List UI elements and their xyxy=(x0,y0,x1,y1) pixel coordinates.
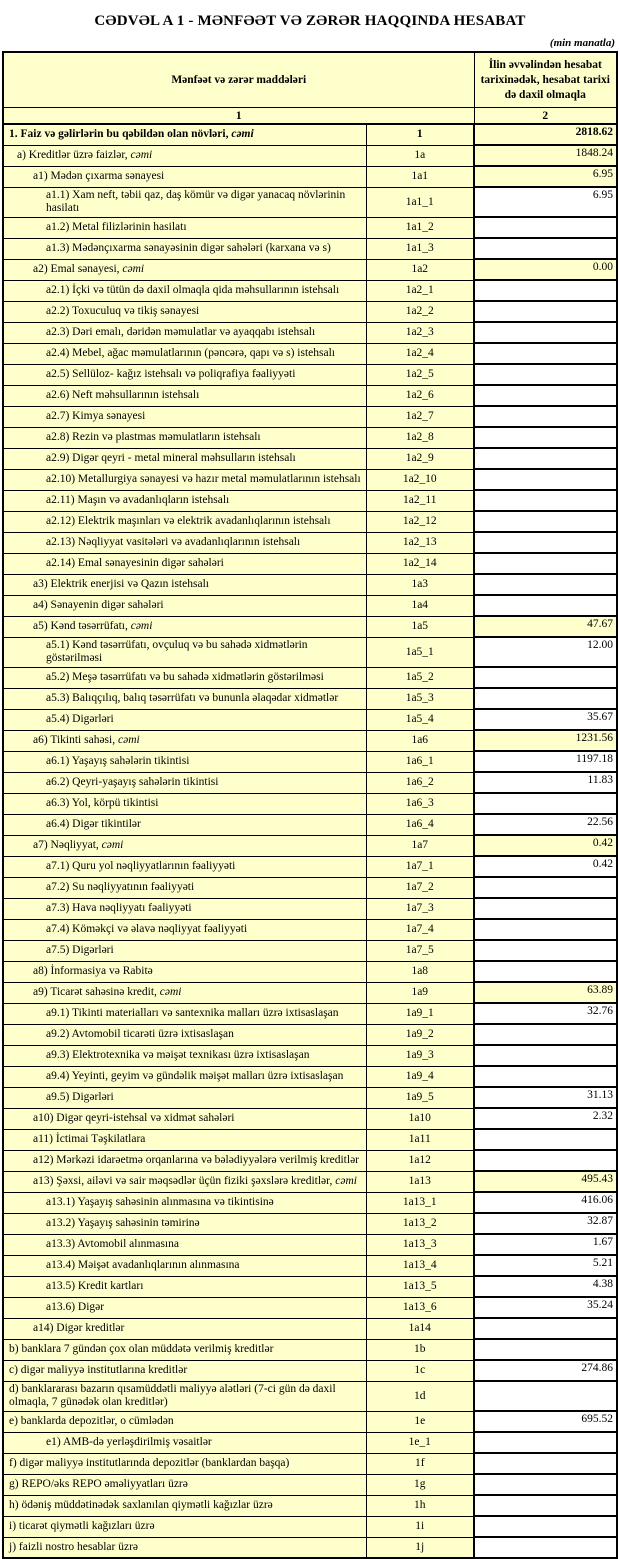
row-value[interactable] xyxy=(474,1453,617,1474)
table-row xyxy=(3,688,617,709)
row-code: 1a12 xyxy=(366,1150,474,1171)
row-code: 1a9_3 xyxy=(366,1045,474,1066)
table-row xyxy=(3,1234,617,1255)
row-label: a7) Nəqliyyat, cəmi xyxy=(3,835,366,856)
row-value[interactable] xyxy=(474,280,617,301)
row-value[interactable] xyxy=(474,595,617,616)
row-label: a2.1) İçki və tütün də daxil olmaqla qida məhsullarının istehsalı xyxy=(3,280,366,301)
row-value[interactable] xyxy=(474,406,617,427)
row-value[interactable] xyxy=(474,940,617,961)
row-value: 63.89 xyxy=(474,982,617,1003)
row-code: 1a9_4 xyxy=(366,1066,474,1087)
row-code: 1a6_4 xyxy=(366,814,474,835)
table-row xyxy=(3,532,617,553)
row-code: 1a6_3 xyxy=(366,793,474,814)
row-value[interactable] xyxy=(474,919,617,940)
row-code: 1a14 xyxy=(366,1318,474,1339)
table-row xyxy=(3,187,617,217)
row-label: a4) Sənayenin digər sahələri xyxy=(3,595,366,616)
row-label: a2.10) Metallurgiya sənayesi və hazır metal məmulatlarının istehsalı xyxy=(3,469,366,490)
row-code: 1a2_8 xyxy=(366,427,474,448)
row-label: a9.4) Yeyinti, geyim və gündəlik məişət malları üzrə ixtisaslaşan xyxy=(3,1066,366,1087)
row-label: a13.1) Yaşayış sahəsinin alınmasına və tikintisinə xyxy=(3,1192,366,1213)
row-label: a2.8) Rezin və plastmas məmulatların istehsalı xyxy=(3,427,366,448)
row-code: 1a2_3 xyxy=(366,322,474,343)
table-row xyxy=(3,364,617,385)
row-label: a2.3) Dəri emalı, dəridən məmulatlar və ayaqqabı istehsalı xyxy=(3,322,366,343)
table-row xyxy=(3,961,617,982)
row-value[interactable] xyxy=(474,688,617,709)
row-value[interactable] xyxy=(474,1432,617,1453)
row-value[interactable]: 1.67 xyxy=(474,1234,617,1255)
row-label: a9.2) Avtomobil ticarəti üzrə ixtisaslaşan xyxy=(3,1024,366,1045)
row-label: a9.3) Elektrotexnika və məişət texnikası üzrə ixtisaslaşan xyxy=(3,1045,366,1066)
row-code: 1a6 xyxy=(366,730,474,751)
row-label: j) faizli nostro hesablar üzrə xyxy=(3,1537,366,1558)
row-value[interactable] xyxy=(474,898,617,919)
row-value[interactable]: 35.24 xyxy=(474,1297,617,1318)
table-row xyxy=(3,898,617,919)
row-label: a5.1) Kənd təsərrüfatı, ovçuluq və bu sahədə xidmətlərin göstərilməsi xyxy=(3,637,366,667)
row-code: 1a2_5 xyxy=(366,364,474,385)
row-code: 1a1_2 xyxy=(366,217,474,238)
row-value[interactable]: 4.38 xyxy=(474,1276,617,1297)
row-code: 1a2_9 xyxy=(366,448,474,469)
profit-loss-table xyxy=(2,51,618,1559)
table-row xyxy=(3,667,617,688)
row-value[interactable] xyxy=(474,511,617,532)
row-label: a6) Tikinti sahəsi, cəmi xyxy=(3,730,366,751)
table-row xyxy=(3,637,617,667)
table-row xyxy=(3,490,617,511)
row-code: 1a1 xyxy=(366,166,474,187)
table-row xyxy=(3,406,617,427)
row-value[interactable] xyxy=(474,448,617,469)
row-value[interactable] xyxy=(474,217,617,238)
row-label: a2.5) Sellüloz- kağız istehsalı və poliqrafiya fəaliyyəti xyxy=(3,364,366,385)
row-code: 1a13_6 xyxy=(366,1297,474,1318)
row-label: a9.5) Digərləri xyxy=(3,1087,366,1108)
table-row xyxy=(3,238,617,259)
row-code: 1a2_10 xyxy=(366,469,474,490)
row-value: 6.95 xyxy=(474,166,617,187)
row-value[interactable] xyxy=(474,1495,617,1516)
row-label: d) banklararası bazarın qısamüddətli maliyyə alətləri (7-ci gün də daxil olmaqla, 7 günədək olan kreditlər) xyxy=(3,1381,366,1411)
row-label: e) banklarda depozitlər, o cümlədən xyxy=(3,1411,366,1432)
table-row xyxy=(3,1360,617,1381)
table-row xyxy=(3,1495,617,1516)
table-row xyxy=(3,595,617,616)
row-label: a5.2) Meşə təsərrüfatı və bu sahədə xidmətlərin göstərilməsi xyxy=(3,667,366,688)
row-label: g) REPO/əks REPO əməliyyatları üzrə xyxy=(3,1474,366,1495)
row-value[interactable] xyxy=(474,427,617,448)
row-value: 47.67 xyxy=(474,616,617,637)
table-row xyxy=(3,1276,617,1297)
header-row xyxy=(3,52,617,108)
table-row xyxy=(3,1339,617,1360)
table-row xyxy=(3,280,617,301)
row-label: a6.2) Qeyri-yaşayış sahələrin tikintisi xyxy=(3,772,366,793)
row-value[interactable] xyxy=(474,490,617,511)
row-value[interactable] xyxy=(474,1024,617,1045)
row-code: 1h xyxy=(366,1495,474,1516)
row-value[interactable]: 35.67 xyxy=(474,709,617,730)
row-label: a2.9) Digər qeyri - metal mineral məhsulların istehsalı xyxy=(3,448,366,469)
row-code: 1a2_1 xyxy=(366,280,474,301)
row-label: a2.6) Neft məhsullarının istehsalı xyxy=(3,385,366,406)
row-code: 1a7_5 xyxy=(366,940,474,961)
row-value[interactable] xyxy=(474,574,617,595)
table-row xyxy=(3,940,617,961)
row-value[interactable]: 1197.18 xyxy=(474,751,617,772)
row-code: 1a6_2 xyxy=(366,772,474,793)
row-label: a2.14) Emal sənayesinin digər sahələri xyxy=(3,553,366,574)
row-label: a7.5) Digərləri xyxy=(3,940,366,961)
row-label: c) digər maliyyə institutlarına kreditlər xyxy=(3,1360,366,1381)
row-value[interactable]: 2.32 xyxy=(474,1108,617,1129)
row-code: 1a2_2 xyxy=(366,301,474,322)
row-code: 1f xyxy=(366,1453,474,1474)
row-label: a13.3) Avtomobil alınmasına xyxy=(3,1234,366,1255)
row-label: a1.2) Metal filizlərinin hasilatı xyxy=(3,217,366,238)
row-value[interactable] xyxy=(474,1045,617,1066)
table-row xyxy=(3,1108,617,1129)
row-label: a) Kreditlər üzrə faizlər, cəmi xyxy=(3,145,366,166)
row-label: e1) AMB-də yerləşdirilmiş vəsaitlər xyxy=(3,1432,366,1453)
table-row xyxy=(3,1537,617,1558)
row-label: a6.4) Digər tikintilər xyxy=(3,814,366,835)
table-row xyxy=(3,427,617,448)
row-code: 1a9 xyxy=(366,982,474,1003)
row-value[interactable] xyxy=(474,343,617,364)
row-code: 1i xyxy=(366,1516,474,1537)
row-code: 1a8 xyxy=(366,961,474,982)
table-row xyxy=(3,1474,617,1495)
table-row xyxy=(3,1003,617,1024)
table-row xyxy=(3,1411,617,1432)
row-value: 1231.56 xyxy=(474,730,617,751)
table-row xyxy=(3,1150,617,1171)
table-row xyxy=(3,1432,617,1453)
row-label: a3) Elektrik enerjisi və Qazın istehsalı xyxy=(3,574,366,595)
row-value[interactable] xyxy=(474,364,617,385)
table-row xyxy=(3,217,617,238)
table-row xyxy=(3,1045,617,1066)
row-code: 1a13_3 xyxy=(366,1234,474,1255)
row-code: 1a xyxy=(366,145,474,166)
row-label: a2.12) Elektrik maşınları və elektrik avadanlıqlarının istehsalı xyxy=(3,511,366,532)
row-label: a10) Digər qeyri-istehsal və xidmət sahələri xyxy=(3,1108,366,1129)
table-row xyxy=(3,145,617,166)
table-row xyxy=(3,730,617,751)
row-value[interactable] xyxy=(474,793,617,814)
row-code: 1a5_2 xyxy=(366,667,474,688)
row-code: 1a5_3 xyxy=(366,688,474,709)
row-value[interactable] xyxy=(474,961,617,982)
table-row xyxy=(3,343,617,364)
row-label: 1. Faiz və gəlirlərin bu qəbildən olan növləri, cəmi xyxy=(3,124,366,145)
row-label: a5) Kənd təsərrüfatı, cəmi xyxy=(3,616,366,637)
table-row xyxy=(3,166,617,187)
row-code: 1a13_5 xyxy=(366,1276,474,1297)
row-code: 1a5 xyxy=(366,616,474,637)
row-label: a13) Şəxsi, ailəvi və sair məqsədlər üçün fiziki şəxslərə kreditlər, cəmi xyxy=(3,1171,366,1192)
row-code: 1a2_14 xyxy=(366,553,474,574)
row-label: a6.3) Yol, körpü tikintisi xyxy=(3,793,366,814)
table-row xyxy=(3,1129,617,1150)
page-title: CƏDVƏL A 1 - MƏNFƏƏT VƏ ZƏRƏR HAQQINDA HESABAT xyxy=(94,13,526,29)
row-label: a2.13) Nəqliyyat vasitələri və avadanlıqlarının istehsalı xyxy=(3,532,366,553)
row-value[interactable] xyxy=(474,238,617,259)
table-row xyxy=(3,385,617,406)
table-row xyxy=(3,1453,617,1474)
table-row xyxy=(3,835,617,856)
row-value[interactable] xyxy=(474,1474,617,1495)
row-label: a1.3) Mədənçıxarma sənayəsinin digər sahələri (karxana və s) xyxy=(3,238,366,259)
table-row xyxy=(3,1318,617,1339)
row-value[interactable]: 0.42 xyxy=(474,856,617,877)
column-number-value: 2 xyxy=(474,108,617,125)
row-label: a6.1) Yaşayış sahələrin tikintisi xyxy=(3,751,366,772)
row-value[interactable] xyxy=(474,1066,617,1087)
row-label: a13.5) Kredit kartları xyxy=(3,1276,366,1297)
row-label: a1) Mədən çıxarma sənayesi xyxy=(3,166,366,187)
row-label: i) ticarət qiymətli kağızları üzrə xyxy=(3,1516,366,1537)
table-row xyxy=(3,1381,617,1411)
row-code: 1e xyxy=(366,1411,474,1432)
row-value[interactable] xyxy=(474,1537,617,1558)
row-code: 1a13_2 xyxy=(366,1213,474,1234)
row-value[interactable]: 695.52 xyxy=(474,1411,617,1432)
row-code: 1a9_2 xyxy=(366,1024,474,1045)
row-code: 1a7_1 xyxy=(366,856,474,877)
row-code: 1a3 xyxy=(366,574,474,595)
row-value[interactable]: 32.87 xyxy=(474,1213,617,1234)
table-row xyxy=(3,709,617,730)
row-code: 1d xyxy=(366,1381,474,1411)
row-code: 1a5_4 xyxy=(366,709,474,730)
row-value: 1848.24 xyxy=(474,145,617,166)
row-label: a12) Mərkəzi idarəetmə orqanlarına və bələdiyyələrə verilmiş kreditlər xyxy=(3,1150,366,1171)
table-row xyxy=(3,1066,617,1087)
row-label: a2.7) Kimya sənayesi xyxy=(3,406,366,427)
row-code: 1a5_1 xyxy=(366,637,474,667)
row-code: 1a1_3 xyxy=(366,238,474,259)
row-label: a13.4) Məişət avadanlıqlarının alınmasına xyxy=(3,1255,366,1276)
table-row xyxy=(3,1087,617,1108)
table-row xyxy=(3,259,617,280)
unit-note: (min manatla) xyxy=(549,37,615,49)
row-code: 1a2_11 xyxy=(366,490,474,511)
row-value[interactable]: 6.95 xyxy=(474,187,617,217)
row-label: a2.11) Maşın və avadanlıqların istehsalı xyxy=(3,490,366,511)
row-value[interactable] xyxy=(474,553,617,574)
row-code: 1a2_4 xyxy=(366,343,474,364)
table-row xyxy=(3,814,617,835)
row-label: h) ödəniş müddətinədək saxlanılan qiymətli kağızlar üzrə xyxy=(3,1495,366,1516)
row-code: 1a7 xyxy=(366,835,474,856)
row-code: 1a7_3 xyxy=(366,898,474,919)
table-row xyxy=(3,1255,617,1276)
column-header-items: Mənfəət və zərər maddələri xyxy=(3,52,474,108)
column-number-items: 1 xyxy=(3,108,474,125)
row-code: 1a10 xyxy=(366,1108,474,1129)
row-code: 1a7_4 xyxy=(366,919,474,940)
row-code: 1j xyxy=(366,1537,474,1558)
row-value[interactable] xyxy=(474,667,617,688)
row-label: a7.2) Su nəqliyyatının fəaliyyəti xyxy=(3,877,366,898)
row-code: 1a7_2 xyxy=(366,877,474,898)
row-label: a2) Emal sənayesi, cəmi xyxy=(3,259,366,280)
row-value[interactable] xyxy=(474,877,617,898)
row-value[interactable]: 22.56 xyxy=(474,814,617,835)
row-code: 1g xyxy=(366,1474,474,1495)
table-row xyxy=(3,469,617,490)
row-value[interactable] xyxy=(474,1516,617,1537)
table-row xyxy=(3,301,617,322)
row-value[interactable] xyxy=(474,1150,617,1171)
table-row xyxy=(3,124,617,145)
row-label: f) digər maliyyə institutlarında depozitlər (banklardan başqa) xyxy=(3,1453,366,1474)
table-row xyxy=(3,1297,617,1318)
row-code: 1a13_1 xyxy=(366,1192,474,1213)
row-code: 1a2 xyxy=(366,259,474,280)
row-label: a9.1) Tikinti materialları və santexnika malları üzrə ixtisaslaşan xyxy=(3,1003,366,1024)
row-label: a2.2) Toxuculuq və tikiş sənayesi xyxy=(3,301,366,322)
row-value[interactable]: 31.13 xyxy=(474,1087,617,1108)
row-code: 1a2_7 xyxy=(366,406,474,427)
table-row xyxy=(3,1516,617,1537)
row-label: a2.4) Mebel, ağac məmulatlarının (pəncərə, qapı və s) istehsalı xyxy=(3,343,366,364)
row-value[interactable]: 416.06 xyxy=(474,1192,617,1213)
row-label: a7.4) Köməkçi və əlavə nəqliyyat fəaliyyəti xyxy=(3,919,366,940)
table-row xyxy=(3,511,617,532)
row-code: 1a9_5 xyxy=(366,1087,474,1108)
row-value[interactable]: 12.00 xyxy=(474,637,617,667)
row-label: a9) Ticarət sahəsinə kredit, cəmi xyxy=(3,982,366,1003)
row-value[interactable] xyxy=(474,532,617,553)
table-header xyxy=(3,52,617,124)
table-row xyxy=(3,772,617,793)
row-value[interactable] xyxy=(474,1339,617,1360)
row-label: a13.2) Yaşayış sahəsinin təmirinə xyxy=(3,1213,366,1234)
row-value[interactable] xyxy=(474,301,617,322)
row-code: 1c xyxy=(366,1360,474,1381)
row-value[interactable]: 5.21 xyxy=(474,1255,617,1276)
table-row xyxy=(3,856,617,877)
row-value: 0.00 xyxy=(474,259,617,280)
row-code: 1a2_13 xyxy=(366,532,474,553)
row-value[interactable]: 11.83 xyxy=(474,772,617,793)
table-row xyxy=(3,553,617,574)
row-label: a7.3) Hava nəqliyyatı fəaliyyəti xyxy=(3,898,366,919)
row-value[interactable]: 274.86 xyxy=(474,1360,617,1381)
row-value[interactable]: 32.76 xyxy=(474,1003,617,1024)
row-code: 1 xyxy=(366,124,474,145)
row-value[interactable] xyxy=(474,469,617,490)
row-value[interactable] xyxy=(474,322,617,343)
row-label: a11) İctimai Təşkilatlara xyxy=(3,1129,366,1150)
table-row xyxy=(3,877,617,898)
table-row xyxy=(3,1024,617,1045)
table-row xyxy=(3,793,617,814)
table-row xyxy=(3,616,617,637)
row-label: a14) Digər kreditlər xyxy=(3,1318,366,1339)
row-label: b) banklara 7 gündən çox olan müddətə verilmiş kreditlər xyxy=(3,1339,366,1360)
row-code: 1a1_1 xyxy=(366,187,474,217)
row-value[interactable] xyxy=(474,385,617,406)
table-row xyxy=(3,1192,617,1213)
row-value: 495.43 xyxy=(474,1171,617,1192)
table-row xyxy=(3,751,617,772)
row-value: 0.42 xyxy=(474,835,617,856)
row-value: 2818.62 xyxy=(474,124,617,145)
row-value[interactable] xyxy=(474,1318,617,1339)
table-row xyxy=(3,919,617,940)
table-row xyxy=(3,982,617,1003)
row-code: 1b xyxy=(366,1339,474,1360)
column-number-row xyxy=(3,108,617,125)
table-row xyxy=(3,322,617,343)
row-value[interactable] xyxy=(474,1381,617,1411)
row-value[interactable] xyxy=(474,1129,617,1150)
row-label: a8) İnformasiya və Rabitə xyxy=(3,961,366,982)
row-code: 1a4 xyxy=(366,595,474,616)
row-label: a1.1) Xam neft, təbii qaz, daş kömür və digər yanacaq növlərinin hasilatı xyxy=(3,187,366,217)
row-label: a5.3) Balıqçılıq, balıq təsərrüfatı və bununla əlaqədar xidmətlər xyxy=(3,688,366,709)
column-header-value: İlin əvvəlindən hesabat tarixinədək, hesabat tarixi də daxil olmaqla xyxy=(474,52,617,108)
table-row xyxy=(3,448,617,469)
row-label: a5.4) Digərləri xyxy=(3,709,366,730)
row-label: a7.1) Quru yol nəqliyyatlarının fəaliyyəti xyxy=(3,856,366,877)
table-body xyxy=(3,124,617,1558)
table-row xyxy=(3,1213,617,1234)
row-code: 1a9_1 xyxy=(366,1003,474,1024)
table-row xyxy=(3,1171,617,1192)
row-label: a13.6) Digər xyxy=(3,1297,366,1318)
row-code: 1a6_1 xyxy=(366,751,474,772)
row-code: 1e_1 xyxy=(366,1432,474,1453)
row-code: 1a11 xyxy=(366,1129,474,1150)
row-code: 1a13_4 xyxy=(366,1255,474,1276)
table-row xyxy=(3,574,617,595)
row-code: 1a2_6 xyxy=(366,385,474,406)
row-code: 1a2_12 xyxy=(366,511,474,532)
row-code: 1a13 xyxy=(366,1171,474,1192)
